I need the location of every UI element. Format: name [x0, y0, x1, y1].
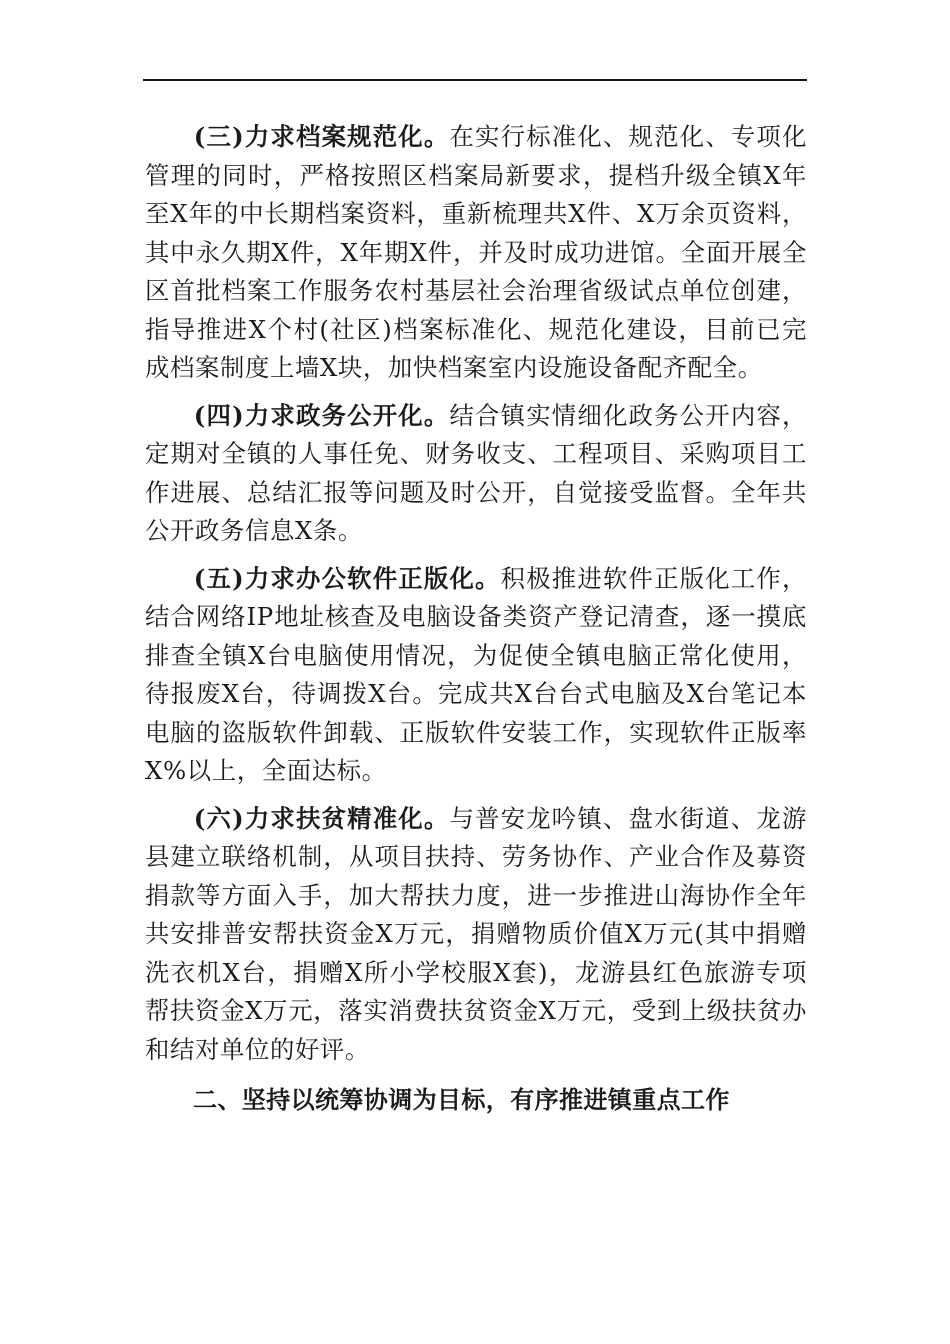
paragraph-lead: (四)力求政务公开化。 — [193, 400, 450, 430]
paragraph-lead: (六)力求扶贫精准化。 — [193, 803, 450, 833]
document-body — [145, 118, 807, 1120]
paragraph-software — [145, 560, 807, 791]
paragraph-lead: (五)力求办公软件正版化。 — [193, 563, 501, 593]
header-rule — [143, 79, 807, 81]
paragraph-text: 结合镇实情细化政务公开内容，定期对全镇的人事任免、财务收支、工程项目、采购项目工作进展、总结汇报等问题及时公开，自觉接受监督。全年共公开政务信息X条。 — [145, 400, 807, 545]
paragraph-archives — [145, 118, 807, 388]
paragraph-text: 积极推进软件正版化工作，结合网络IP地址核查及电脑设备类资产登记清查，逐一摸底排查全镇X台电脑使用情况，为促使全镇电脑正常化使用，待报废X台，待调拨X台。完成共X台台式电脑及X台笔记本电脑的盗版软件卸载、正版软件安装工作，实现软件正版率X%以上，全面达标。 — [145, 563, 808, 785]
section-heading: 二、坚持以统筹协调为目标，有序推进镇重点工作 — [193, 1086, 730, 1114]
paragraph-text: 与普安龙吟镇、盘水街道、龙游县建立联络机制，从项目扶持、劳务协作、产业合作及募资捐款等方面入手，加大帮扶力度，进一步推进山海协作全年共安排普安帮扶资金X万元，捐赠物质价值X万元(其中捐赠洗衣机X台，捐赠X所小学校服X套)，龙游县红色旅游专项帮扶资金X万元，落实消费扶贫资金X万元，受到上级扶贫办和结对单位的好评。 — [145, 803, 807, 1064]
paragraph-lead: (三)力求档案规范化。 — [193, 122, 450, 151]
paragraph-text: 在实行标准化、规范化、专项化管理的同时，严格按照区档案局新要求，提档升级全镇X年至X年的中长期档案资料，重新梳理共X件、X万余页资料，其中永久期X件，X年期X件，并及时成功进馆。全面开展全区首批档案工作服务农村基层社会治理省级试点单位创建，指导推进X个村(社区)档案标准化、规范化建设，目前已完成档案制度上墙X块，加快档案室内设施设备配齐配全。 — [145, 122, 807, 382]
paragraph-poverty-alleviation — [145, 800, 807, 1070]
paragraph-government-affairs — [145, 397, 807, 551]
